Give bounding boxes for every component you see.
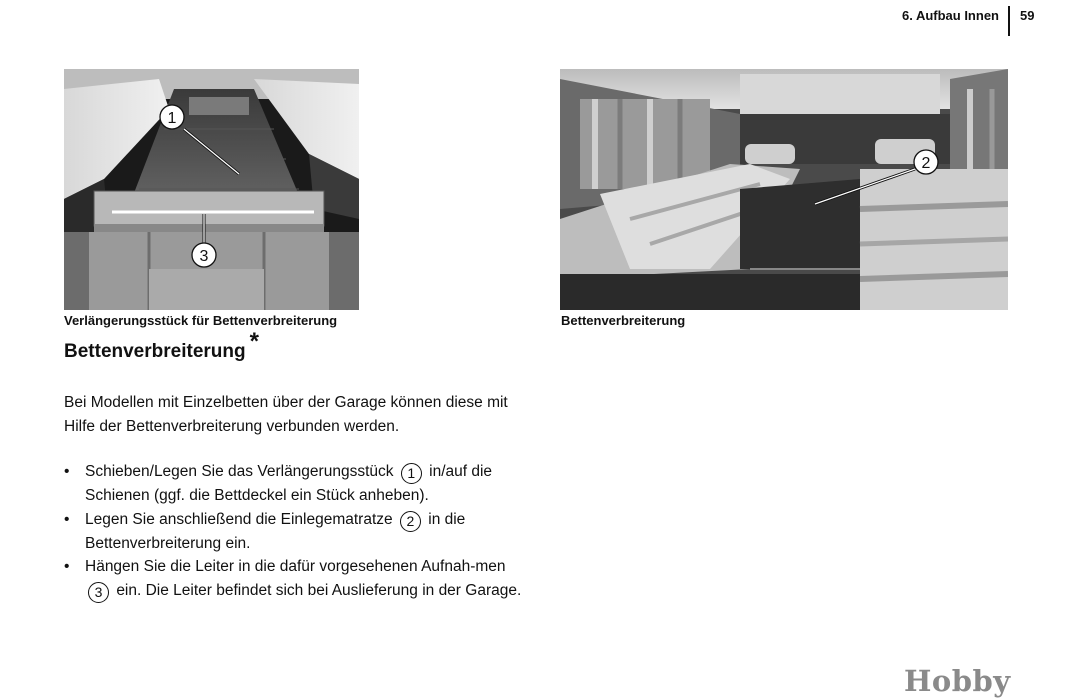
list-item: [64, 555, 534, 603]
section-title: [64, 328, 259, 364]
step-text-before: Schieben/Legen Sie das Verlängerungsstück: [85, 463, 394, 480]
callout-ref: 2: [400, 511, 421, 532]
callout-2-label: 2: [921, 155, 931, 172]
callout-2: [914, 150, 938, 174]
photo-bed-extension: [560, 69, 1008, 310]
figure-caption-left: Verlängerungsstück für Bettenverbreiterung: [64, 313, 338, 328]
step-text-before: Legen Sie anschließend die Einlegematratze: [85, 510, 393, 528]
page-number: 59: [1020, 8, 1035, 23]
callout-1: [160, 105, 184, 129]
list-item: [64, 508, 534, 556]
footnote-marker: *: [249, 328, 259, 355]
photo-extension-piece: [64, 69, 359, 310]
header-divider: [1008, 6, 1010, 36]
callout-3-label: 3: [199, 248, 209, 265]
callout-1-label: 1: [167, 110, 177, 127]
hobby-logo: Hobby: [904, 664, 1011, 698]
step-text-after: in die Bettenverbreiterung ein.: [85, 510, 466, 552]
figure-caption-right: Bettenverbreiterung: [561, 313, 686, 328]
step-text-before: Hängen Sie die Leiter in die dafür vorgesehenen Aufnah-men: [85, 558, 506, 575]
step-text-after: in/auf die Schienen (ggf. die Bettdeckel ein Stück anheben).: [85, 463, 493, 504]
list-item: [64, 460, 534, 508]
callout-ref: 1: [401, 463, 422, 484]
intro-paragraph: Bei Modellen mit Einzelbetten über der Garage können diese mit Hilfe der Bettenverbreiterung verbunden werden.: [64, 394, 508, 435]
callout-3: [192, 243, 216, 267]
instruction-list: [64, 460, 534, 603]
step-text-after: ein. Die Leiter befindet sich bei Auslieferung in der Garage.: [116, 581, 522, 599]
section-title-text: Bettenverbreiterung: [64, 341, 246, 362]
callout-ref: 3: [88, 582, 109, 603]
header-chapter: 6. Aufbau Innen: [901, 8, 999, 23]
